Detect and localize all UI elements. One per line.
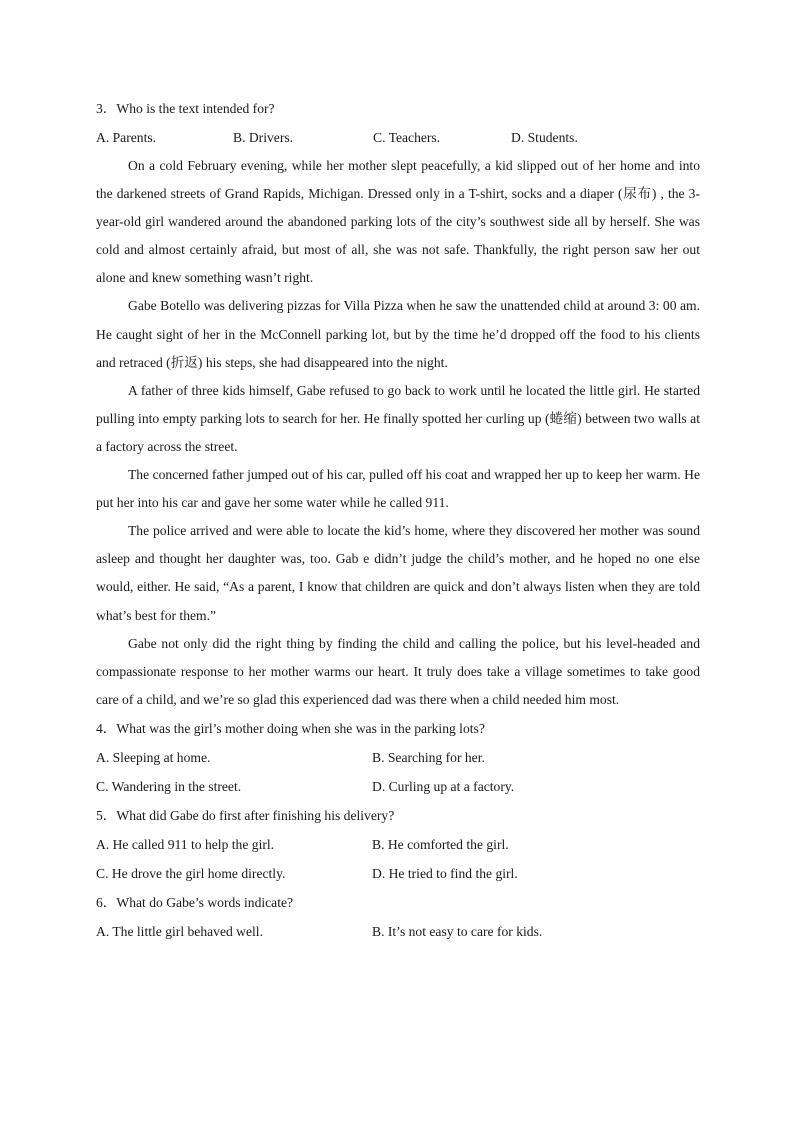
question-3: 3．Who is the text intended for? [96,101,275,116]
option-a: A. Sleeping at home. [96,749,211,765]
option-c: C. Wandering in the street. [96,778,242,794]
question-3-options [96,123,700,152]
option-d: D. Curling up at a factory. [372,778,515,794]
option-a: A. He called 911 to help the girl. [96,836,275,852]
question-4: 4．What was the girl’s mother doing when she was in the parking lots? [96,720,485,736]
passage-paragraph: The police arrived and were able to locate the kid’s home, where they discovered her mother was sound asleep and thought her daughter was, too. Gab e didn’t judge the child’s mother, and he hoped no one else would, either. He said, “As a parent, I know that children are quick and don’t always listen when they are told what’s best for them.” [96,523,700,623]
option-b: B. It’s not easy to care for kids. [372,923,543,939]
exam-page [96,94,700,946]
option-a: A. The little girl behaved well. [96,923,263,939]
option-a: A. Parents. [96,130,157,145]
option-d: D. Students. [511,130,578,145]
option-b: B. Drivers. [233,130,294,145]
question-6-options-row-1 [96,917,700,946]
option-c: C. Teachers. [373,130,441,145]
question-6: 6．What do Gabe’s words indicate? [96,894,294,910]
question-5-options-row-1 [96,830,700,859]
passage-paragraph: Gabe not only did the right thing by finding the child and calling the police, but his level-headed and compassionate response to her mother warms our heart. It truly does take a village sometimes to take good care of a child, and we’re so glad this experienced dad was there when a child needed him most. [96,635,700,707]
passage-paragraph: A father of three kids himself, Gabe refused to go back to work until he located the little girl. He started pulling into empty parking lots to search for her. He finally spotted her curling up (蜷缩) between two walls at a factory across the street. [96,382,700,454]
option-c: C. He drove the girl home directly. [96,865,286,881]
passage-paragraph: The concerned father jumped out of his car, pulled off his coat and wrapped her up to keep her warm. He put her into his car and gave her some water while he called 911. [96,467,700,511]
question-4-options-row-2 [96,772,700,801]
option-d: D. He tried to find the girl. [372,865,518,881]
option-b: B. He comforted the girl. [372,836,509,852]
passage-paragraph: Gabe Botello was delivering pizzas for Villa Pizza when he saw the unattended child at around 3: 00 am. He caught sight of her in the McConnell parking lot, but by the time he’d dropped off the food to his clients and retraced (折返) his steps, she had disappeared into the night. [96,298,700,370]
passage-paragraph: On a cold February evening, while her mother slept peacefully, a kid slipped out of her home and into the darkened streets of Grand Rapids, Michigan. Dressed only in a T-shirt, socks and a diaper (尿布) , the 3-year-old girl wandered around the abandoned parking lots of the city’s southwest side all by herself. She was cold and almost certainly afraid, but most of all, she was not safe. Thankfully, the right person saw her out alone and knew something wasn’t right. [96,158,700,286]
question-4-options-row-1 [96,743,700,772]
question-5-options-row-2 [96,859,700,888]
option-b: B. Searching for her. [372,749,485,765]
question-5: 5．What did Gabe do first after finishing his delivery? [96,807,395,823]
reading-passage [96,152,700,714]
